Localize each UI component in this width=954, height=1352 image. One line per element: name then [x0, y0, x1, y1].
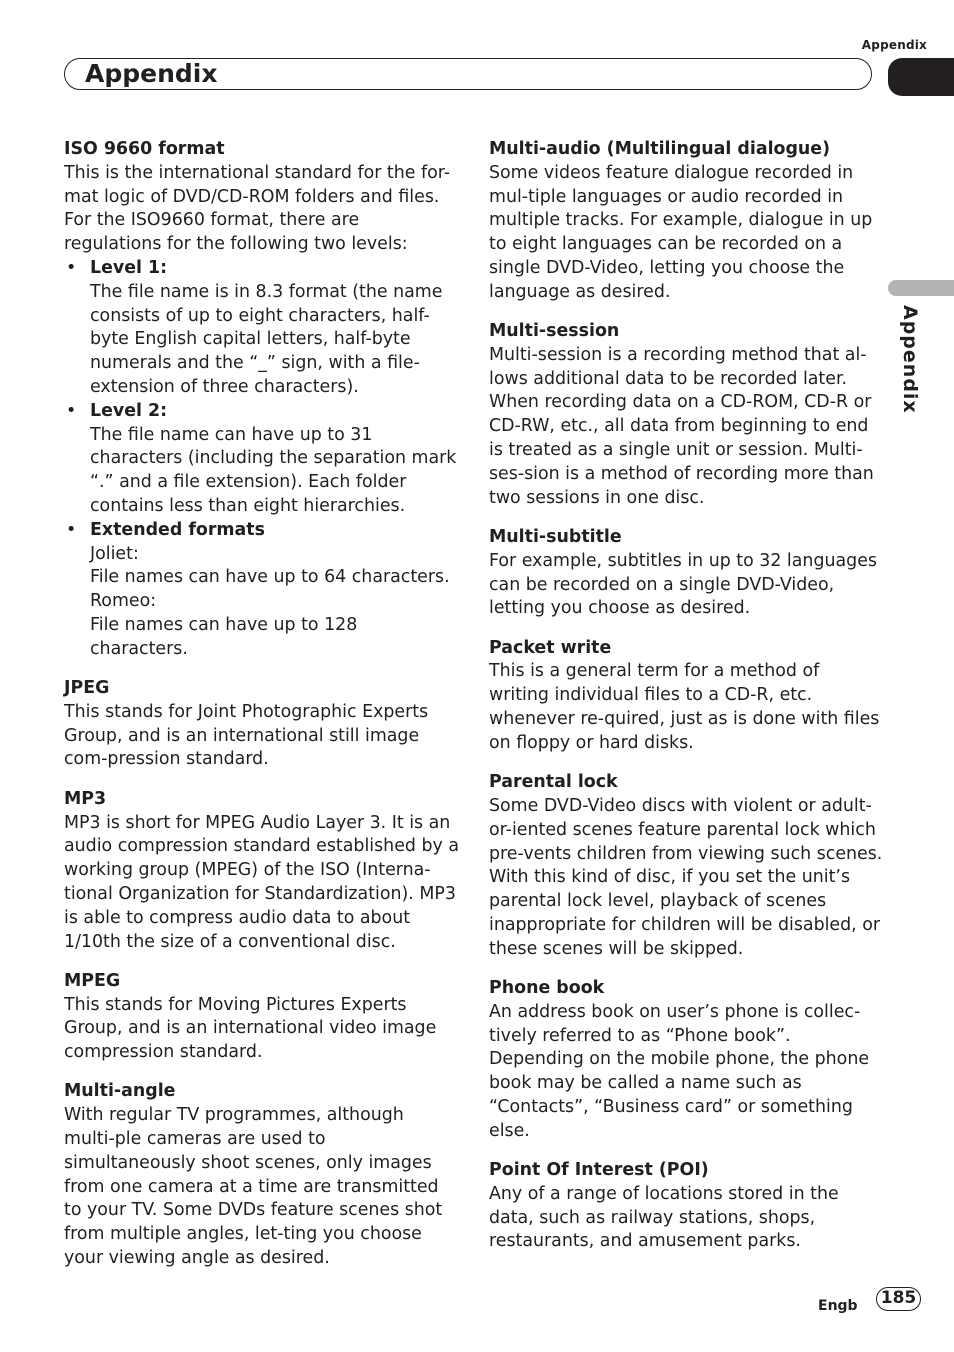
- glossary-term: Multi-subtitle: [489, 526, 622, 547]
- bullet-term: Level 1:: [90, 257, 168, 278]
- bullet-mark: •: [66, 519, 77, 540]
- glossary-entry-jpeg: [64, 677, 459, 772]
- side-tab-label: Appendix: [899, 305, 921, 414]
- title-end-block: [888, 58, 954, 96]
- glossary-term: Multi-audio (Multilingual dialogue): [489, 139, 831, 159]
- glossary-term: Multi-angle: [64, 1081, 176, 1102]
- glossary-definition: An address book on user’s phone is collec-tively referred to as “Phone book”. Depending on the mobile phone, the phone book may be called a name such as “Contacts”, “Business card” or something else.: [489, 1001, 870, 1141]
- glossary-definition: This is the international standard for the for-mat logic of DVD/CD-ROM folders and files. For the ISO9660 format, there are regulations for the following two levels:: [64, 162, 451, 255]
- glossary-term: JPEG: [64, 678, 110, 699]
- glossary-entry-mpeg: [64, 970, 459, 1065]
- page-title: Appendix: [85, 59, 218, 88]
- bullet-mark: •: [66, 257, 77, 278]
- footer-language-code: Engb: [818, 1298, 858, 1314]
- running-head: Appendix: [861, 38, 927, 52]
- side-tab-marker: [888, 280, 954, 296]
- bullet-item-level2: [64, 400, 459, 519]
- bullet-line: Romeo:: [90, 591, 157, 612]
- glossary-entry-phone-book: [489, 977, 884, 1144]
- glossary-term: Point Of Interest (POI): [489, 1160, 709, 1181]
- glossary-definition: Multi-session is a recording method that al-lows additional data to be recorded later. When recording data on a CD-ROM, CD-R or CD-RW, etc., all data from beginning to end is treated as a single unit or session. Multi-ses-sion is a method of recording more than two sessions in one disc.: [489, 344, 874, 508]
- glossary-definition: Some DVD-Video discs with violent or adult-or-iented scenes feature parental lock which pre-vents children from viewing such scenes. With this kind of disc, if you set the unit’s parental lock level, playback of scenes inappropriate for children will be disabled, or these scenes will be skipped.: [489, 795, 883, 959]
- bullet-text: The file name is in 8.3 format (the name consists of up to eight characters, half-byte English capital letters, half-byte numerals and the “_” sign, with a file-extension of three characters).: [90, 281, 443, 397]
- bullet-line: File names can have up to 64 characters.: [90, 567, 450, 588]
- glossary-definition: For example, subtitles in up to 32 languages can be recorded on a single DVD-Video, letting you choose as desired.: [489, 550, 877, 619]
- glossary-definition: This is a general term for a method of writing individual files to a CD-R, etc. whenever re-quired, just as is done with files on floppy or hard disks.: [489, 661, 880, 753]
- bullet-term: Extended formats: [90, 519, 265, 540]
- glossary-definition: Some videos feature dialogue recorded in mul-tiple languages or audio recorded in multiple tracks. For example, dialogue in up to eight languages can be recorded on a single DVD-Video, letting you choose the language as desired.: [489, 162, 873, 302]
- bullet-line: Joliet:: [90, 543, 139, 564]
- bullet-item-extended-formats: [64, 519, 459, 662]
- glossary-definition: MP3 is short for MPEG Audio Layer 3. It is an audio compression standard established by a working group (MPEG) of the ISO (Interna-tional Organization for Standardization). MP3 is able to compress audio data to about 1/10th the size of a conventional disc.: [64, 812, 459, 952]
- glossary-term: Phone book: [489, 978, 605, 998]
- glossary-term: MPEG: [64, 970, 121, 991]
- glossary-entry-poi: [489, 1159, 884, 1254]
- glossary-term: MP3: [64, 788, 107, 809]
- glossary-entry-multi-angle: [64, 1080, 459, 1270]
- left-column: [64, 138, 459, 1286]
- glossary-entry-multi-session: [489, 320, 884, 510]
- glossary-entry-packet-write: [489, 637, 884, 756]
- glossary-entry-mp3: [64, 788, 459, 955]
- glossary-term: Parental lock: [489, 772, 618, 793]
- glossary-term: Packet write: [489, 637, 612, 658]
- section-title-bar: [64, 58, 872, 90]
- glossary-definition: With regular TV programmes, although multi-ple cameras are used to simultaneously shoot scenes, only images from one camera at a time are transmitted to your TV. Some DVDs feature scenes shot from multiple angles, let-ting you choose your viewing angle as desired.: [64, 1105, 443, 1269]
- bullet-text: The file name can have up to 31 characters (including the separation mark “.” and a file extension). Each folder contains less than eight hierarchies.: [90, 424, 457, 516]
- glossary-term: ISO 9660 format: [64, 139, 225, 159]
- bullet-item-level1: [64, 257, 459, 400]
- glossary-entry-multi-subtitle: [489, 526, 884, 621]
- bullet-line: File names can have up to 128 characters.: [90, 614, 358, 659]
- glossary-entry-multi-audio: [489, 138, 884, 305]
- glossary-definition: This stands for Joint Photographic Experts Group, and is an international still image com-pression standard.: [64, 701, 429, 770]
- glossary-entry-iso9660: [64, 138, 459, 662]
- right-column: [489, 138, 884, 1270]
- glossary-term: Multi-session: [489, 321, 620, 342]
- bullet-term: Level 2:: [90, 400, 168, 421]
- glossary-definition: Any of a range of locations stored in the data, such as railway stations, shops, restaurants, and amusement parks.: [489, 1183, 839, 1252]
- page-number: 185: [876, 1287, 921, 1311]
- glossary-entry-parental-lock: [489, 771, 884, 961]
- bullet-mark: •: [66, 400, 77, 421]
- glossary-definition: This stands for Moving Pictures Experts Group, and is an international video image compression standard.: [64, 994, 437, 1063]
